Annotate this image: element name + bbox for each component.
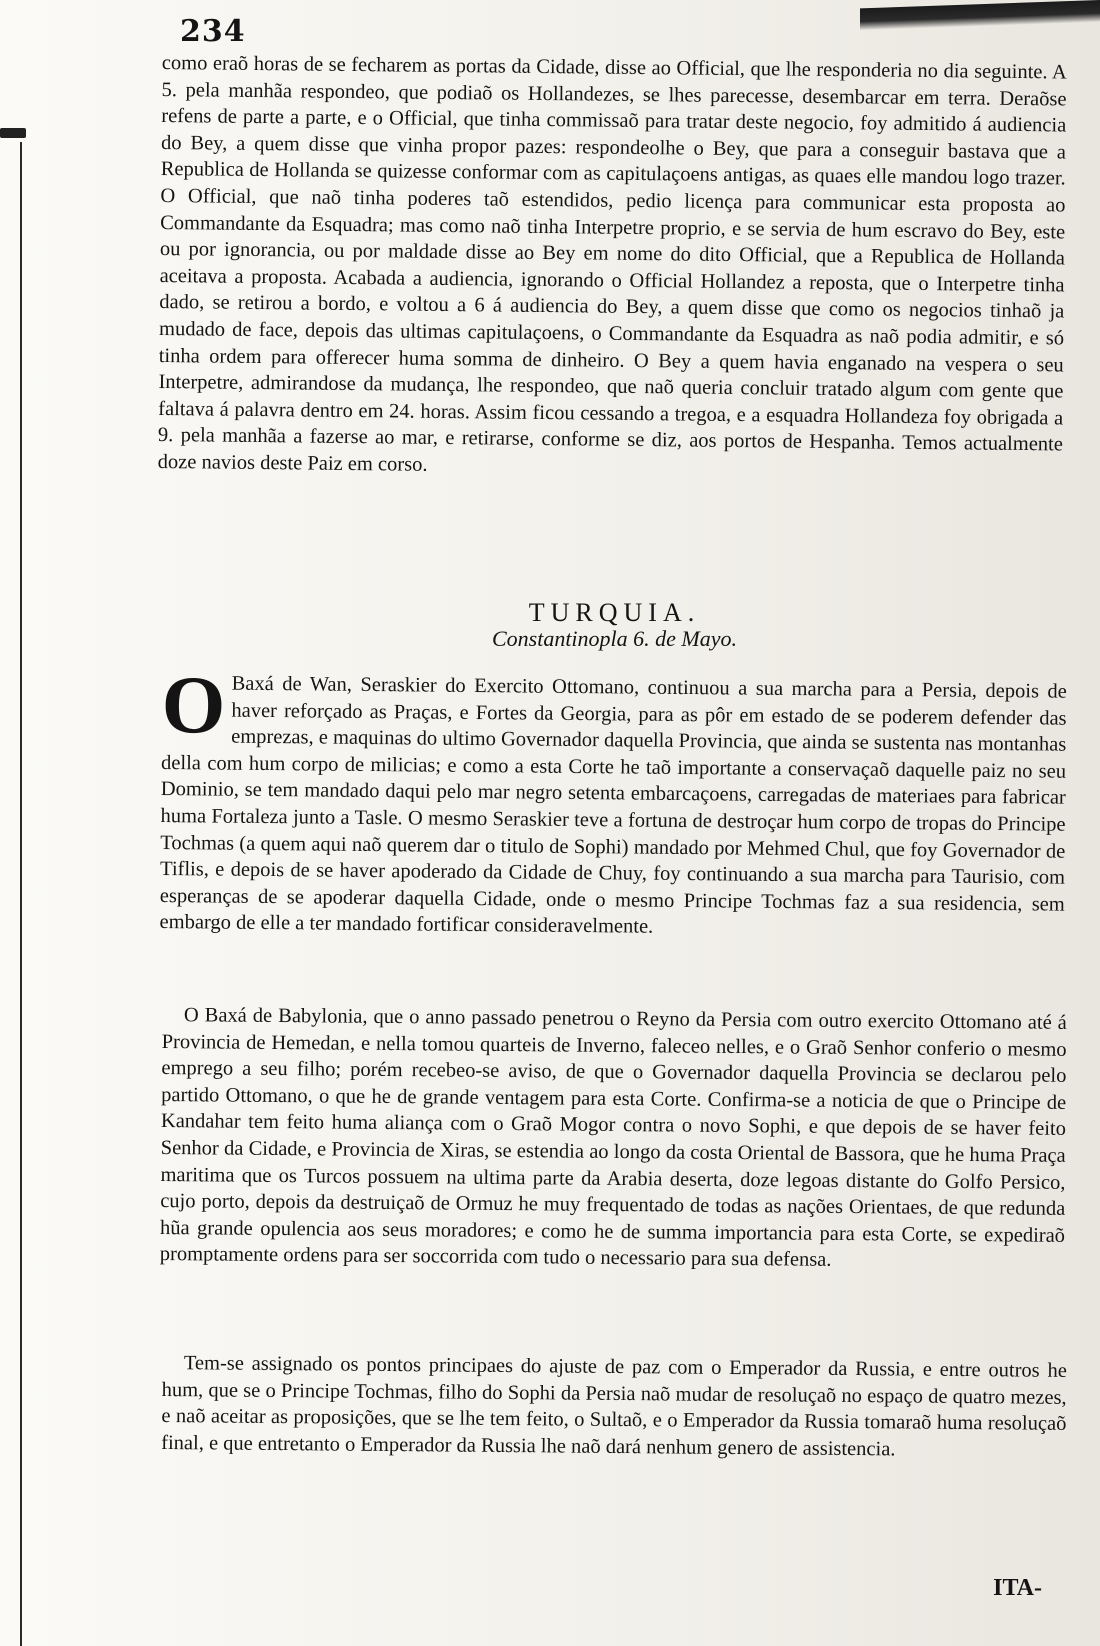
drop-cap: O bbox=[161, 659, 226, 751]
page-number: 234 bbox=[180, 14, 246, 49]
paragraph-body: Baxá de Wan, Seraskier do Exercito Ottomano, continuou a sua marcha para a Persia, depois de haver reforçado as Praças, e Fortes da Georgia, para as pôr em estado de se poderem defender das emprezas, e maquinas do ultimo Governador daquella Provincia, que ainda se sustenta nas montanhas della com hum corpo de milicias; e como a esta Corte he taõ importante a conservaçaõ daquelle paiz no seu Dominio, se tem mandado daqui pelo mar negro setenta embarcaçoens, carregadas de materiaes para fabricar huma Fortaleza junto a Tasle. O mesmo Seraskier teve a fortuna de destroçar hum corpo de tropas do Principe Tochmas (a quem aqui naõ querem dar o titulo de Sophi) mandado por Mehmed Chul, que foy Governador de Tiflis, e depois de se haver apoderado da Cidade de Chuy, foy continuando a sua marcha para Taurisio, com esperanças de se apoderar daquella Cidade, onde o mesmo Principe Tochmas faz a sua residencia, sem embargo de elle a ter mandado fortificar consideravelmente. bbox=[159, 672, 1067, 939]
page-corner-shadow bbox=[860, 0, 1100, 30]
binding-mark bbox=[0, 128, 26, 138]
paragraph-continued: como eraõ horas de se fecharem as portas da Cidade, disse ao Official, que lhe responderia no dia seguinte. A 5. pela manhãa respondeo, que podiaõ os Hollandezes, se lhes parecesse, desembarcar em terra. Deraõse refens de parte a parte, e o Official, que tinha commissaõ para tratar deste negocio, foy admitido á audiencia do Bey, a quem disse que vinha propor pazes: respondeolhe o Bey, que para a conseguir bastava que a Republica de Hollanda se quizesse conformar com as capitulaçoens antigas, as quaes elle mandou logo trazer. O Official, que naõ tinha poderes taõ estendidos, pedio licença para communicar esta proposta ao Commandante da Esquadra; mas como naõ tinha Interpetre proprio, e se servia de hum escravo do Bey, este ou por ignorancia, ou por maldade disse ao Bey em nome do dito Official, que a Republica de Hollanda aceitava a proposta. Acabada a audiencia, ignorando o Official Hollandez a reposta, que o Interpetre tinha dado, se retirou a bordo, e voltou a 6 á audiencia do Bey, a quem disse que como os negocios tinhaõ ja mudado de face, depois das ultimas capitulaçoens, o Commandante da Esquadra as naõ podia admitir, e só tinha ordem para offerecer huma somma de dinheiro. O Bey a quem havia enganado na vespera o seu Interpetre, admirandose da mudança, lhe respondeo, que naõ queria concluir tratado algum com gente que faltava á palavra dentro em 24. horas. Assim ficou cessando a tregoa, e a esquadra Hollandeza foy obrigada a 9. pela manhãa a fazerse ao mar, e retirarse, conforme se diz, aos portos de Hespanha. Temos actualmente doze navios deste Paiz em corso. bbox=[157, 51, 1067, 476]
paragraph: O Baxá de Babylonia, que o anno passado penetrou o Reyno da Persia com outro exercito Ottomano até á Provincia de Hemedan, e nella tomou quarteis de Inverno, faleceo nelles, e o Graõ Senhor conferio o mesmo emprego a seu filho; porém recebeo-se aviso, de que o Governador daquella Provincia se declarou pelo partido Ottomano, o que he de grande ventagem para esta Corte. Confirma-se a noticia de que o Principe de Kandahar tem feito huma aliança com o Graõ Mogor contra o novo Sophi, e que depois de se haver feito Senhor da Cidade, e Provincia de Xiras, se estendia ao longo da costa Oriental de Bassora, que he huma Praça maritima que os Turcos possuem na ultima parte da Arabia deserta, doze legoas distante do Golfo Persico, cujo porto, depois da destruiçaõ de Ormuz he muy frequentado de todas as nações Orientaes, de que redunda hũa grande opulencia aos seus moradores; e como he de summa importancia para esta Corte, se expediraõ promptamente ordens para ser soccorrida com tudo o necessario para sua defensa. bbox=[159, 1004, 1067, 1272]
page-edge-rule bbox=[0, 142, 22, 1646]
section-title: TURQUIA. bbox=[528, 598, 701, 627]
paragraph-with-dropcap bbox=[159, 659, 1067, 945]
paragraph: Tem-se assignado os pontos principaes do ajuste de paz com o Emperador da Russia, e entre outros he hum, que se o Principe Tochmas, filho do Sophi da Persia naõ mudar de resoluçaõ no espaço de quatro mezes, e naõ aceitar as proposições, que se lhe tem feito, o Sultaõ, e o Emperador da Russia tomaraõ huma resoluçaõ final, e que entretanto o Emperador da Russia lhe naõ dará nenhum genero de assistencia. bbox=[161, 1352, 1067, 1461]
dateline: Constantinopla 6. de Mayo. bbox=[491, 626, 738, 651]
catchword: ITA- bbox=[993, 1575, 1042, 1601]
